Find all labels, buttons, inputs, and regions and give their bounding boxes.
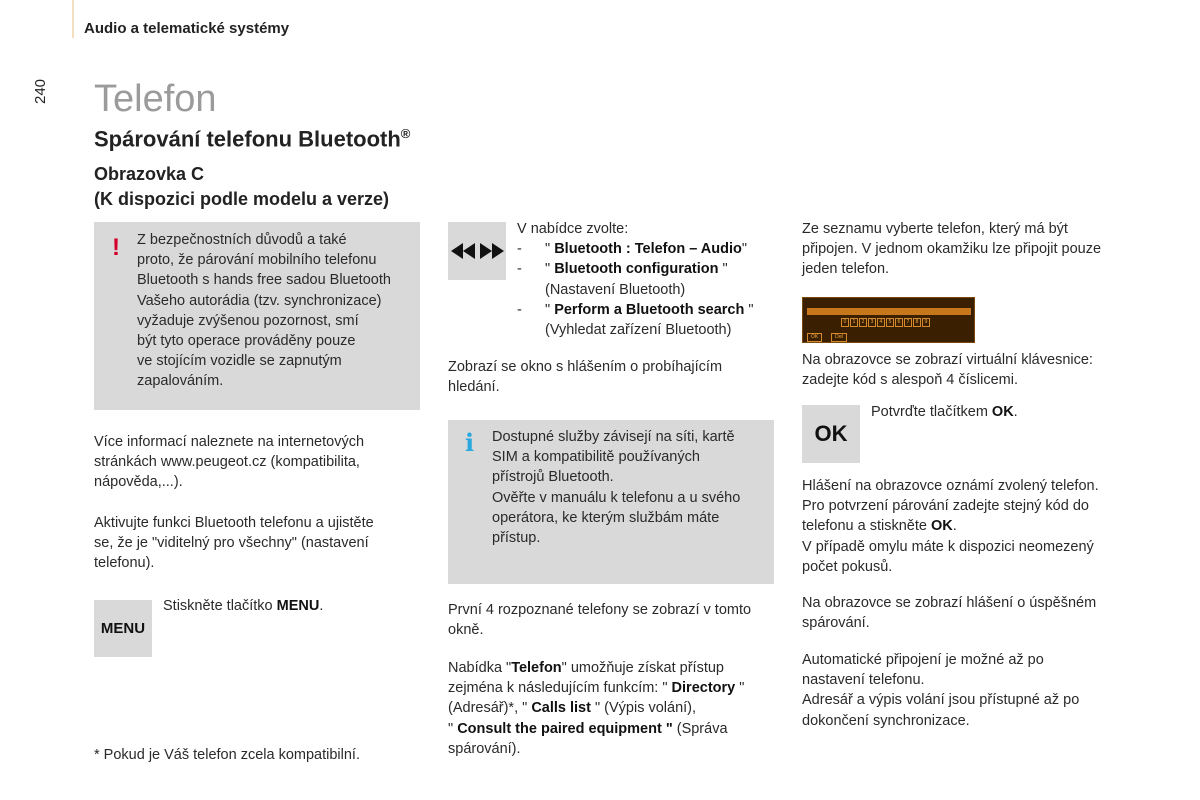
menu-selection — [517, 219, 777, 340]
auto-connect-text: Automatické připojení je možné až po nastavení telefonu. Adresář a výpis volání jsou přístupné až po dokončení synchronizace. — [802, 652, 1080, 729]
press-menu-text: Stiskněte tlačítko MENU. — [163, 598, 324, 614]
page-title: Telefon — [94, 78, 217, 120]
activate-text: Aktivujte funkci Bluetooth telefonu a ujistěte se, že je "viditelný pro všechny" (nastavení telefonu). — [94, 515, 374, 572]
menu-item: - " Perform a Bluetooth search " (Vyhledat zařízení Bluetooth) — [517, 301, 754, 339]
warning-text: Z bezpečnostních důvodů a také proto, že párování mobilního telefonu Bluetooth s hands free sadou Bluetooth Vašeho autorádia (tzv. synchronizace) vyžaduje zvýšenou pozornost, smí být tyto operace prováděny pouze ve stojícím vozidle se zapnutým zapalováním. — [137, 232, 391, 390]
first-four-text: První 4 rozpoznané telefony se zobrazí v tomto okně. — [448, 602, 752, 639]
more-info-text: Více informací naleznete na internetových stránkách www.peugeot.cz (kompatibilita, nápověda,...). — [94, 434, 365, 491]
header-rule — [72, 0, 74, 38]
pairing-text: Hlášení na obrazovce oznámí zvolený telefon. Pro potvrzení párování zadejte stejný kód do telefonu a stiskněte OK. V případě omylu máte k dispozici neomezený počet pokusů. — [802, 478, 1099, 575]
ok-button[interactable]: OK — [802, 405, 860, 463]
section-header: Audio a telematické systémy — [84, 20, 290, 37]
keypad-key[interactable]: 3 — [868, 318, 876, 327]
keypad-del-button[interactable]: Del — [831, 333, 847, 342]
screen-heading-line1: Obrazovka C — [94, 164, 205, 184]
telefon-menu-text: Nabídka "Telefon" umožňuje získat přístup zejména k následujícím funkcím: " Directory " (Adresář)*, " Calls list " (Výpis volání), " Consult the paired equipment " (Správa spárování). — [448, 660, 745, 757]
menu-button[interactable]: MENU — [94, 600, 152, 657]
screen-heading-line2: (K dispozici podle modelu a verze) — [94, 189, 390, 209]
keypad-key[interactable]: 8 — [913, 318, 921, 327]
keypad-ok-button[interactable]: OK — [807, 333, 822, 342]
keypad-key[interactable]: 4 — [877, 318, 885, 327]
keypad-screen — [802, 297, 975, 343]
code-entry-bar — [807, 308, 971, 315]
info-icon: i — [465, 428, 475, 457]
select-phone-text: Ze seznamu vyberte telefon, který má být připojen. V jednom okamžiku lze připojit pouze jeden telefon. — [802, 221, 1102, 278]
menu-item: - " Bluetooth : Telefon – Audio" — [517, 241, 748, 258]
menu-intro: V nabídce zvolte: — [517, 221, 629, 237]
keypad-key[interactable]: 0 — [841, 318, 849, 327]
keypad-key[interactable]: 6 — [895, 318, 903, 327]
confirm-text: Potvrďte tlačítkem OK. — [871, 404, 1018, 420]
keypad-key[interactable]: 2 — [859, 318, 867, 327]
registered-mark: ® — [400, 126, 411, 141]
rewind-forward-icon — [450, 241, 504, 261]
menu-item: - " Bluetooth configuration " (Nastavení Bluetooth) — [517, 261, 728, 298]
keyboard-message: Na obrazovce se zobrazí virtuální klávesnice: zadejte kód s alespoň 4 číslicemi. — [802, 352, 1093, 389]
exclamation-icon: ! — [112, 234, 120, 261]
info-text: Dostupné služby závisejí na síti, kartě SIM a kompatibilitě používaných přístrojů Bluetooth. Ověřte v manuálu k telefonu a u svého operátora, ke kterým službám máte přístup. — [492, 429, 741, 547]
keypad-key[interactable]: 1 — [850, 318, 858, 327]
screen-heading — [94, 162, 389, 212]
keypad-key[interactable]: 9 — [922, 318, 930, 327]
search-message: Zobrazí se okno s hlášením o probíhajícím hledání. — [448, 359, 723, 396]
page-number: 240 — [32, 78, 49, 104]
keypad-key[interactable]: 7 — [904, 318, 912, 327]
success-text: Na obrazovce se zobrazí hlášení o úspěšném spárování. — [802, 595, 1097, 632]
keypad-key[interactable]: 5 — [886, 318, 894, 327]
footnote: * Pokud je Váš telefon zcela kompatibilní. — [94, 747, 360, 763]
section-subtitle: Spárování telefonu Bluetooth® — [94, 126, 411, 152]
virtual-keypad — [841, 318, 930, 327]
rewind-forward-button[interactable] — [448, 222, 506, 280]
